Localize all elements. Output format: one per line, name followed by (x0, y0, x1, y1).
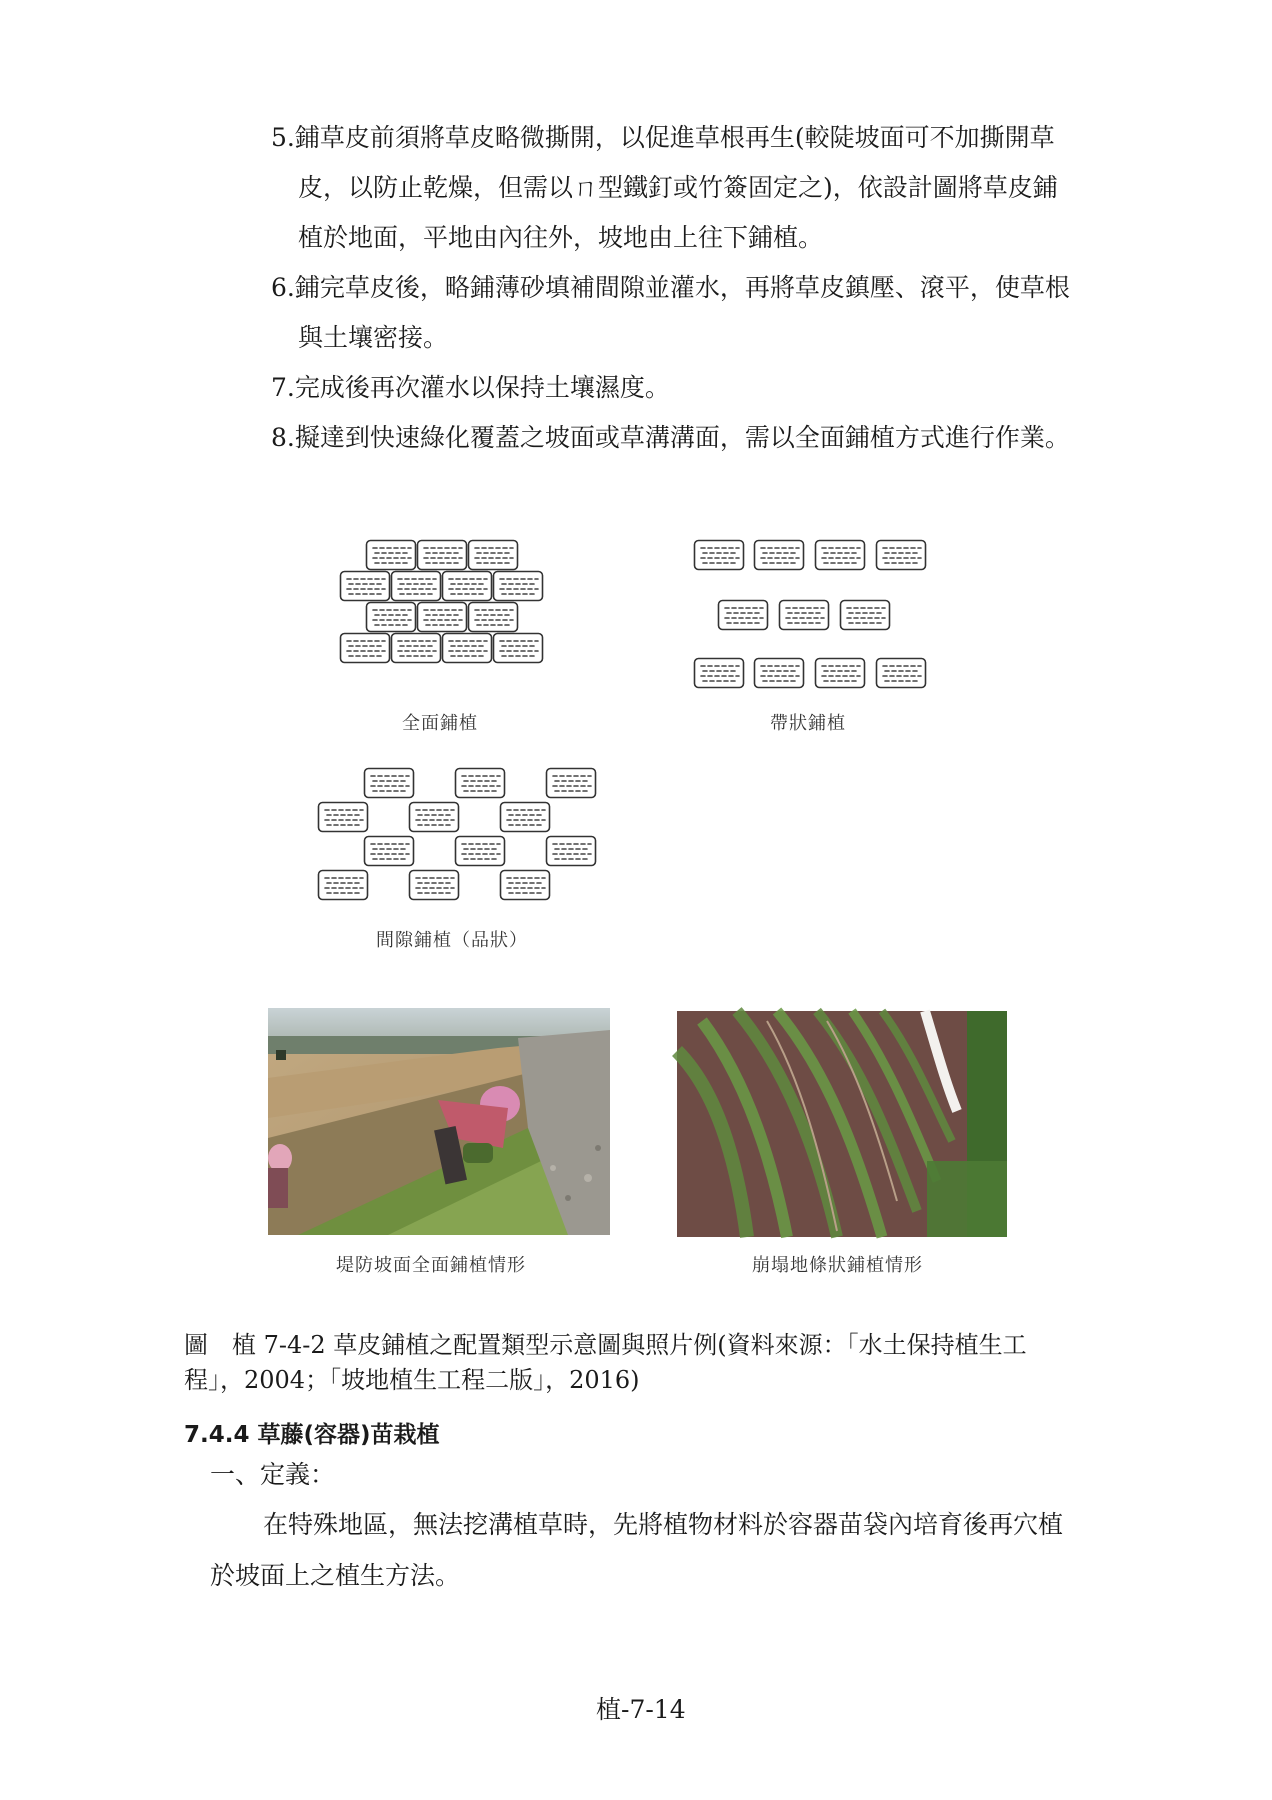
figure-caption-line-2: 程」，2004；「坡地植生工程二版」，2016) (184, 1366, 640, 1394)
photo-collapse-slope (677, 1011, 1007, 1237)
step-5-line-3: 植於地面，平地由內往外，坡地由上往下鋪植。 (298, 223, 824, 252)
step-7: 7.完成後再次灌水以保持土壤濕度。 (271, 373, 670, 402)
step-6-line-2: 與土壤密接。 (298, 323, 449, 352)
step-5-line-1: 5.鋪草皮前須將草皮略微撕開，以促進草根再生(較陡坡面可不加撕開草 (271, 123, 1055, 152)
step-6-line-1: 6.鋪完草皮後，略鋪薄砂填補間隙並灌水，再將草皮鎮壓、滾平，使草根 (271, 273, 1070, 302)
figure-caption-line-1: 圖 植 7-4-2 草皮鋪植之配置類型示意圖與照片例(資料來源：「水土保持植生工 (184, 1331, 1027, 1359)
section-heading: 7.4.4 草藤(容器)苗栽植 (184, 1422, 440, 1448)
section-body-line-2: 於坡面上之植生方法。 (210, 1561, 461, 1590)
diagram-spaced (318, 768, 598, 908)
section-body-line-1: 在特殊地區，無法挖溝植草時，先將植物材料於容器苗袋內培育後再穴植 (263, 1510, 1064, 1539)
step-5-line-2: 皮，以防止乾燥，但需以ㄇ型鐵釘或竹簽固定之)，依設計圖將草皮鋪 (298, 173, 1058, 202)
diagram-full-coverage (340, 540, 550, 670)
diagram-spaced-caption: 間隙鋪植（品狀） (376, 930, 528, 951)
page-number: 植-7-14 (596, 1695, 686, 1724)
step-8: 8.擬達到快速綠化覆蓋之坡面或草溝溝面，需以全面鋪植方式進行作業。 (271, 423, 1070, 452)
photo-embankment (268, 1008, 610, 1235)
diagram-full-caption: 全面鋪植 (402, 713, 478, 734)
photo-collapse-caption: 崩塌地條狀鋪植情形 (752, 1255, 923, 1276)
diagram-strip-caption: 帶狀鋪植 (770, 713, 846, 734)
section-subheading: 一、定義： (210, 1460, 336, 1489)
diagram-strip (694, 540, 934, 690)
photo-embankment-caption: 堤防坡面全面鋪植情形 (336, 1255, 526, 1276)
